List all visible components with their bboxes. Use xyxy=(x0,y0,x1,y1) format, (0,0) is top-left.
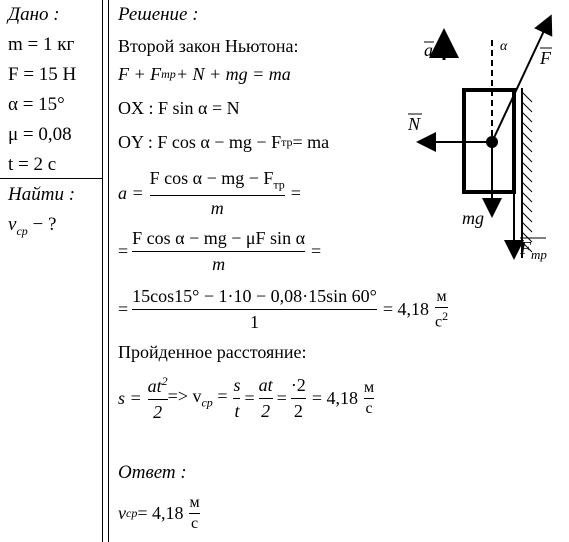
distance-formula xyxy=(118,374,374,423)
acceleration-formula-2 xyxy=(118,228,321,275)
s-fraction xyxy=(148,374,168,423)
given-find-divider xyxy=(0,178,103,179)
label-F: F xyxy=(540,48,551,68)
fraction-3-num: 15cos15° − 1·10 − 0,08·15sin 60° xyxy=(132,286,377,306)
fraction-2-tail: = xyxy=(311,241,322,261)
fraction-1-den: m xyxy=(210,197,224,218)
fraction-1-bar xyxy=(150,195,285,196)
s-eq: = xyxy=(212,386,228,407)
v-fraction-3-den: 2 xyxy=(293,401,303,421)
answer-value: = 4,18 xyxy=(137,503,184,523)
acceleration-unit-num: м xyxy=(436,287,447,305)
velocity-unit xyxy=(364,379,374,418)
fraction-1-num xyxy=(150,168,285,193)
fraction-1-tail: = xyxy=(290,182,301,203)
label-alpha: α xyxy=(500,39,508,54)
given-force: F = 15 Н xyxy=(8,64,77,85)
a-equals: a = xyxy=(118,182,144,203)
velocity-unit-num: м xyxy=(363,379,375,396)
label-Ftr xyxy=(519,238,547,262)
outer-right-border xyxy=(108,0,109,542)
answer-unit-bar xyxy=(189,513,199,514)
fraction-1-num-text: F cos α − mg − F xyxy=(149,168,274,188)
v-fraction-2-num: at xyxy=(258,375,273,395)
find-header: Найти : xyxy=(8,184,76,205)
acceleration-unit-den-text: с xyxy=(435,313,443,331)
v-fraction-3-bar xyxy=(291,398,306,399)
oy-eq-a: OY : F cos α − mg − F xyxy=(118,132,282,152)
v-fraction-3-num: ·2 xyxy=(290,375,306,395)
eq-sign-1: = xyxy=(244,388,255,408)
v-fraction-1-num: s xyxy=(233,375,241,395)
v-fraction-1-den: t xyxy=(234,401,240,421)
given-header: Дано : xyxy=(8,4,60,25)
ox-equation: OX : F sin α = N xyxy=(118,98,240,118)
s-fraction-num-sup: 2 xyxy=(161,374,168,388)
s-fraction-bar xyxy=(148,399,168,400)
acceleration-unit-bar xyxy=(435,307,448,308)
answer-v-sub: ср xyxy=(126,506,138,520)
newton-eq-right: + N + mg = ma xyxy=(175,64,291,84)
fraction-2-num: F cos α − mg − μF sin α xyxy=(132,228,305,248)
oy-equation xyxy=(118,132,329,153)
fraction-2 xyxy=(132,228,305,275)
velocity-unit-den: с xyxy=(365,400,373,417)
fraction-2-den: m xyxy=(212,254,226,274)
fraction-1 xyxy=(150,168,285,219)
acceleration-formula-1 xyxy=(118,168,301,219)
v-fraction-3 xyxy=(291,375,306,422)
given-friction: μ = 0,08 xyxy=(8,124,72,145)
label-Ftr-sub: тр xyxy=(531,247,547,262)
s-arrow-sub: ср xyxy=(201,395,213,410)
answer-v: v xyxy=(118,503,126,523)
find-v-rest: − ? xyxy=(27,214,57,235)
fraction-3 xyxy=(132,286,377,333)
v-fraction-2-bar xyxy=(259,398,273,399)
find-v: v xyxy=(8,214,17,235)
v-fraction-2-den: 2 xyxy=(261,401,271,421)
find-velocity xyxy=(8,214,56,239)
answer-line xyxy=(118,494,200,533)
s-fraction-num xyxy=(148,374,168,397)
answer-unit-num: м xyxy=(189,494,200,511)
eq-sign-2: = xyxy=(276,388,287,408)
v-fraction-1 xyxy=(233,375,240,422)
left-column-divider xyxy=(102,0,103,542)
find-v-sub: ср xyxy=(16,223,28,238)
newton-eq-left: F + F xyxy=(118,64,162,84)
label-a: a xyxy=(424,40,433,60)
fraction-3-bar xyxy=(132,309,377,310)
acceleration-unit-den xyxy=(435,309,448,331)
solution-header: Решение : xyxy=(118,4,199,25)
distance-title: Пройденное расстояние: xyxy=(118,342,307,362)
acceleration-unit xyxy=(435,288,448,331)
acceleration-numeric xyxy=(118,286,448,333)
newton-equation xyxy=(118,64,291,85)
given-time: t = 2 с xyxy=(8,154,57,175)
velocity-unit-bar xyxy=(364,398,374,399)
fraction-2-bar xyxy=(132,251,305,252)
fraction-3-lead: = xyxy=(118,299,129,319)
fraction-1-num-sub: тр xyxy=(273,177,285,192)
answer-header: Ответ : xyxy=(118,462,187,483)
given-mass: m = 1 кг xyxy=(8,34,75,55)
label-Ftr-main: F xyxy=(520,238,531,258)
fraction-3-den: 1 xyxy=(250,312,259,332)
newton-eq-sub: тр xyxy=(161,67,176,81)
oy-eq-b: = ma xyxy=(292,132,330,152)
answer-unit xyxy=(189,494,199,533)
s-lead: s = xyxy=(118,388,142,408)
force-diagram xyxy=(400,10,568,272)
label-mg: mg xyxy=(462,208,484,228)
acceleration-result: = 4,18 xyxy=(382,299,429,319)
wall-hatching xyxy=(522,92,532,252)
label-N: N xyxy=(408,114,421,134)
s-arrow-text: => v xyxy=(167,386,202,407)
s-fraction-num-text: at xyxy=(147,376,162,396)
given-angle: α = 15° xyxy=(8,94,65,115)
s-fraction-den: 2 xyxy=(153,402,163,422)
v-fraction-2 xyxy=(259,375,273,422)
oy-eq-sub: тр xyxy=(281,135,293,149)
answer-unit-den: с xyxy=(190,515,199,532)
s-arrow xyxy=(168,386,228,411)
newton-title: Второй закон Ньютона: xyxy=(118,36,299,56)
velocity-result: = 4,18 xyxy=(311,388,358,408)
fraction-2-lead: = xyxy=(118,241,129,261)
v-fraction-1-bar xyxy=(233,398,240,399)
acceleration-unit-den-sup: 2 xyxy=(442,308,449,323)
